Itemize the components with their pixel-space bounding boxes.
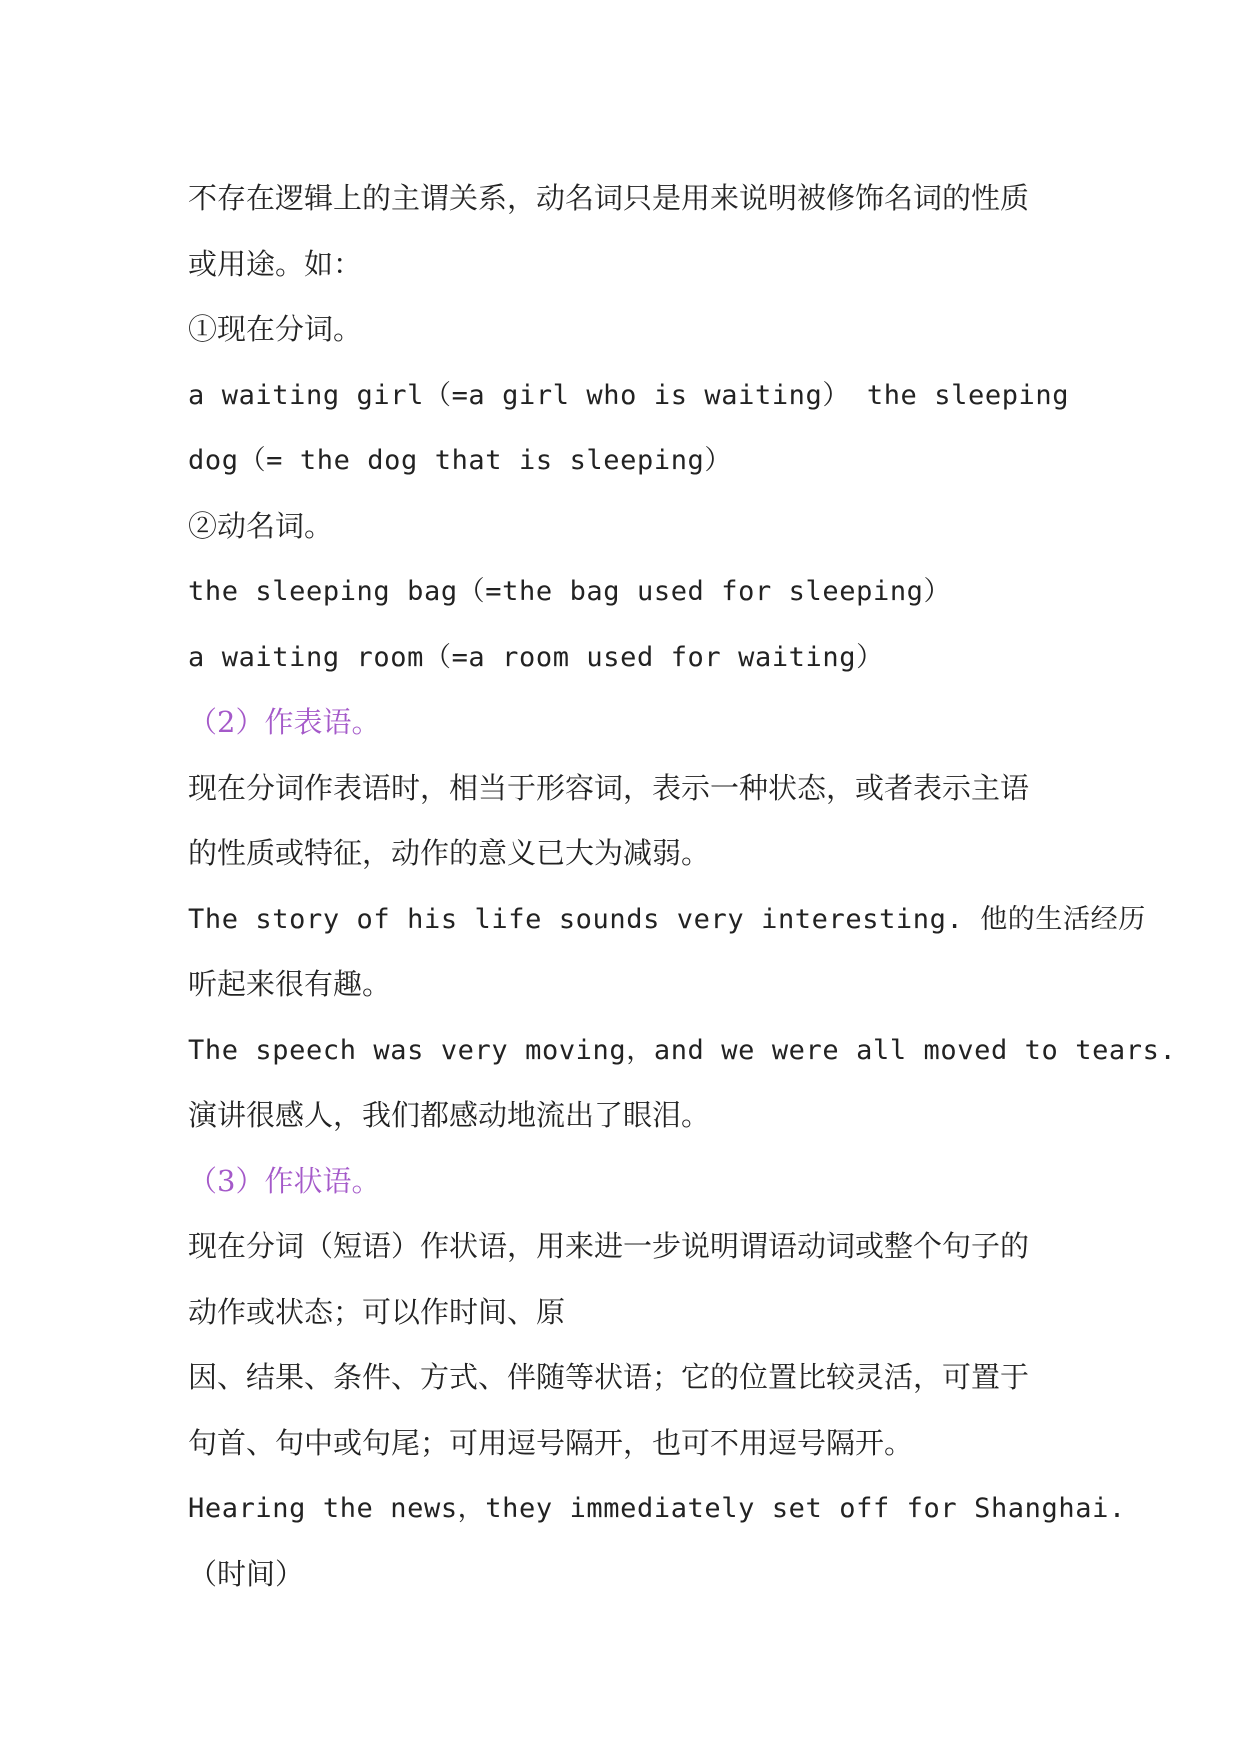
translation-line-1: 听起来很有趣。 [188, 967, 392, 1001]
section-heading-predicative: （2）作表语。 [188, 705, 381, 739]
text-line-7: 因、结果、条件、方式、伴随等状语；它的位置比较灵活，可置于 [188, 1360, 1030, 1394]
text-line-1: 不存在逻辑上的主谓关系，动名词只是用来说明被修饰名词的性质 [188, 181, 1030, 215]
annotation-line: （时间） [188, 1556, 305, 1591]
text-line-3: 现在分词作表语时，相当于形容词，表示一种状态，或者表示主语 [188, 770, 1030, 805]
text-line-2: 或用途。如： [188, 246, 363, 281]
subheading-present-participle: ①现在分词。 [188, 312, 363, 346]
text-line-8: 句首、句中或句尾；可用逗号隔开，也可不用逗号隔开。 [188, 1425, 914, 1460]
text-line-6: 动作或状态；可以作时间、原 [188, 1294, 566, 1329]
text-line-4: 的性质或特征，动作的意义已大为减弱。 [188, 836, 711, 870]
subheading-gerund: ②动名词。 [188, 508, 334, 543]
example-line-2: dog（= the dog that is sleeping） [188, 445, 733, 476]
section-heading-adverbial: （3）作状语。 [188, 1163, 381, 1198]
document-body [188, 166, 1177, 1607]
translation-line-2: 演讲很感人，我们都感动地流出了眼泪。 [188, 1098, 711, 1132]
example-line-1: a waiting girl（=a girl who is waiting） the sleeping [188, 379, 1070, 411]
example-line-7: Hearing the news，they immediately set off for Shanghai. [188, 1493, 1126, 1524]
example-line-3: the sleeping bag（=the bag used for sleeping） [188, 576, 952, 607]
text-line-5: 现在分词（短语）作状语，用来进一步说明谓语动词或整个句子的 [188, 1229, 1030, 1263]
example-line-6: The speech was very moving，and we were all moved to tears. [188, 1034, 1177, 1066]
example-line-4: a waiting room（=a room used for waiting） [188, 641, 884, 673]
example-line-5: The story of his life sounds very interesting. 他的生活经历 [188, 903, 1146, 935]
